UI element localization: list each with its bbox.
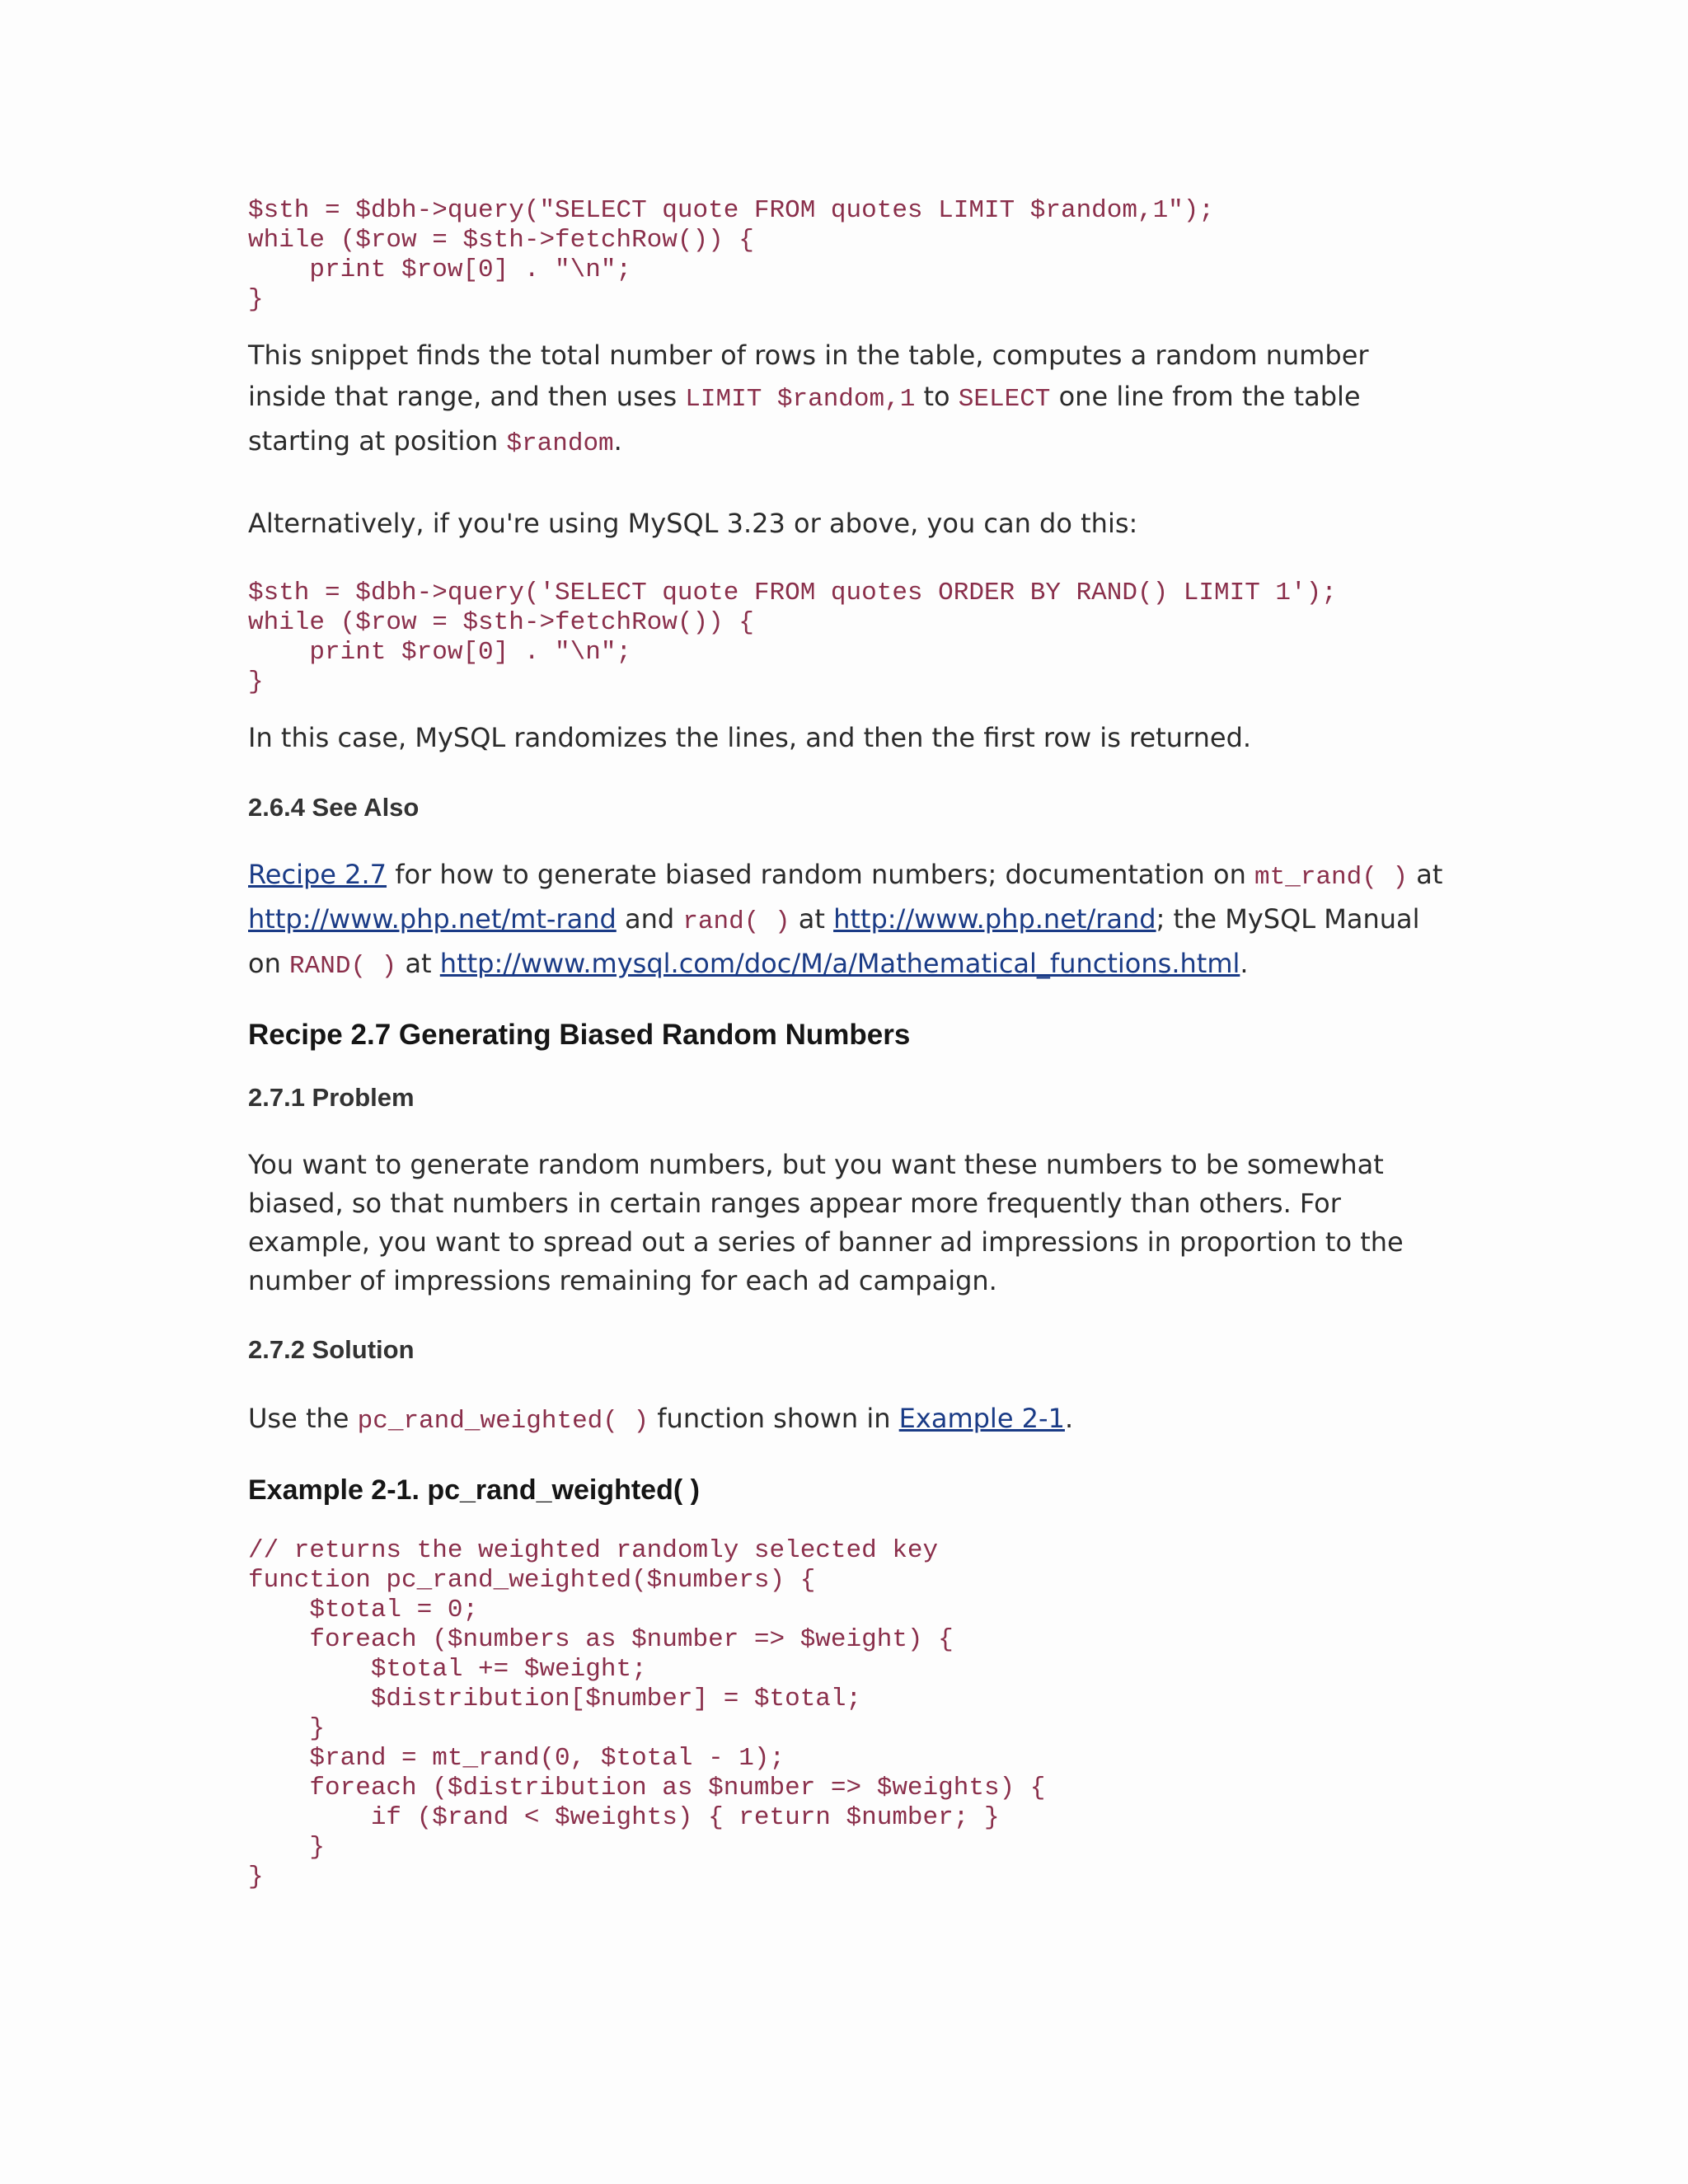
code-line: if ($rand < $weights) { return $number; } [248, 1803, 1000, 1832]
code-line: print $row[0] . "\n"; [248, 638, 632, 667]
code-line: foreach ($distribution as $number => $weights) { [248, 1774, 1046, 1802]
paragraph-text: to [915, 381, 959, 412]
paragraph-text: This snippet finds the total number of rows in the table, computes a random number inside that range, and then uses [248, 340, 1369, 412]
code-block-order-by-rand [248, 579, 1451, 697]
section-heading-see-also: 2.6.4 See Also [248, 793, 420, 822]
recipe-title: Recipe 2.7 Generating Biased Random Numbers [248, 1019, 911, 1051]
code-line: $rand = mt_rand(0, $total - 1); [248, 1744, 785, 1773]
inline-code: pc_rand_weighted( ) [357, 1407, 649, 1436]
link-mysql-manual[interactable]: http://www.mysql.com/doc/M/a/Mathematical_functions.html [439, 948, 1240, 979]
code-line: // returns the weighted randomly selected key [248, 1536, 939, 1565]
code-block-pc-rand-weighted [248, 1536, 1451, 1892]
code-line: $sth = $dbh->query("SELECT quote FROM quotes LIMIT $random,1"); [248, 196, 1214, 225]
code-line: while ($row = $sth->fetchRow()) { [248, 226, 754, 255]
paragraph-text: . [1240, 948, 1249, 979]
paragraph-text: ; the MySQL Manual on [248, 903, 1420, 979]
paragraph-text: at [790, 903, 834, 935]
solution-paragraph [248, 1398, 1451, 1442]
paragraph-text: Use the [248, 1403, 358, 1434]
paragraph-text: at [1408, 859, 1443, 890]
code-line: } [248, 668, 264, 696]
code-line: while ($row = $sth->fetchRow()) { [248, 608, 754, 637]
code-line: } [248, 1833, 326, 1862]
section-heading-solution: 2.7.2 Solution [248, 1335, 415, 1364]
code-line: $total += $weight; [248, 1655, 647, 1684]
snippet-explanation-paragraph [248, 335, 1451, 465]
paragraph-text: function shown in [649, 1403, 899, 1434]
problem-paragraph: You want to generate random numbers, but you want these numbers to be somewhat biased, so that numbers in certain ranges appear more frequently than others. For example, you want to spread out a series of banner ad impressions in proportion to the number of impressions remaining for each ad campaign. [248, 1149, 1404, 1296]
alternative-paragraph: Alternatively, if you're using MySQL 3.23 or above, you can do this: [248, 508, 1138, 539]
inline-code: rand( ) [682, 907, 790, 936]
paragraph-text: and [616, 903, 683, 935]
code-line: foreach ($numbers as $number => $weight) { [248, 1625, 954, 1654]
paragraph-text: . [1064, 1403, 1074, 1434]
section-heading-problem: 2.7.1 Problem [248, 1083, 415, 1112]
link-php-rand[interactable]: http://www.php.net/rand [833, 903, 1156, 935]
paragraph-text: at [396, 948, 440, 979]
inline-code: SELECT [958, 385, 1051, 414]
code-line: function pc_rand_weighted($numbers) { [248, 1566, 816, 1595]
link-recipe-2-7[interactable]: Recipe 2.7 [248, 859, 387, 890]
example-title: Example 2-1. pc_rand_weighted( ) [248, 1474, 700, 1506]
inline-code: mt_rand( ) [1254, 863, 1409, 892]
see-also-paragraph [248, 854, 1451, 987]
inline-code: LIMIT $random,1 [685, 385, 916, 414]
link-example-2-1[interactable]: Example 2-1 [898, 1403, 1065, 1434]
code-line: $sth = $dbh->query('SELECT quote FROM quotes ORDER BY RAND() LIMIT 1'); [248, 579, 1337, 607]
inline-code: RAND( ) [289, 952, 397, 981]
paragraph-text: one line from the table starting at position [248, 381, 1361, 457]
code-line: print $row[0] . "\n"; [248, 255, 632, 284]
paragraph-text: for how to generate biased random numbers; documentation on [387, 859, 1255, 890]
code-line: $total = 0; [248, 1596, 479, 1624]
link-php-mt-rand[interactable]: http://www.php.net/mt-rand [248, 903, 617, 935]
code-line: } [248, 285, 264, 314]
paragraph-text: . [613, 425, 622, 457]
code-line: } [248, 1714, 326, 1743]
code-line: } [248, 1863, 264, 1891]
code-line: $distribution[$number] = $total; [248, 1685, 862, 1713]
code-block-limit-random [248, 196, 1451, 315]
document-page [248, 196, 1451, 1892]
mysql-randomizes-paragraph: In this case, MySQL randomizes the lines, and then the first row is returned. [248, 722, 1252, 753]
inline-code: $random [506, 429, 614, 458]
